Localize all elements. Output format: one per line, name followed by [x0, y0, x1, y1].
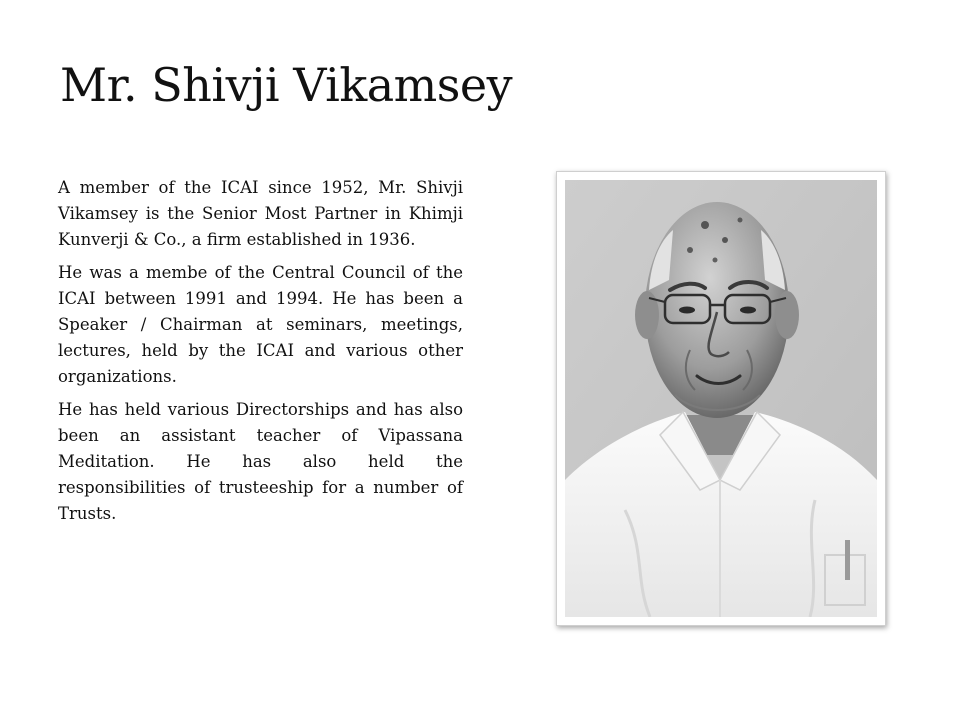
slide-title: Mr. Shivji Vikamsey: [60, 58, 513, 112]
body-text: [58, 175, 463, 534]
paragraph-membership: A member of the ICAI since 1952, Mr. Shivji Vikamsey is the Senior Most Partner in Khimji Kunverji & Co., a firm established in 1936.: [58, 178, 463, 249]
paragraph-directorships: He has held various Directorships and has also been an assistant teacher of Vipassana Meditation. He has also held the responsibilities of trusteeship for a number of Trusts.: [58, 400, 463, 523]
paragraph-council: He was a membe of the Central Council of the ICAI between 1991 and 1994. He has been a Speaker / Chairman at seminars, meetings, lectures, held by the ICAI and various other organizations.: [58, 263, 463, 386]
portrait-photo: [565, 180, 877, 617]
portrait-frame: [556, 171, 886, 626]
